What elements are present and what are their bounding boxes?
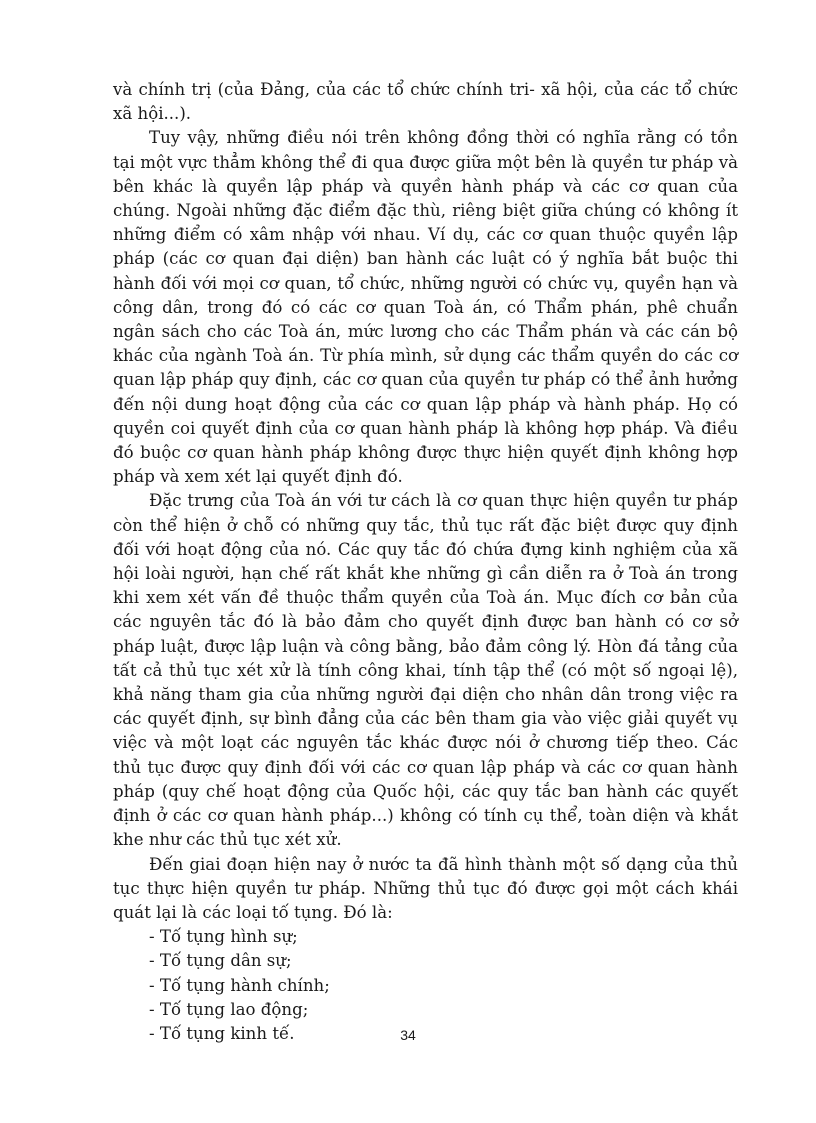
paragraph-court-characteristics: Đặc trưng của Toà án với tư cách là cơ quan thực hiện quyền tư pháp còn thể hiện ở chỗ có những quy tắc, thủ tục rất đặc biệt được quy định đối với hoạt động của nó. Các quy tắc đó chứa đựng kinh nghiệm của xã hội loài người, hạn chế rất khắt khe những gì cần diễn ra ở Toà án trong khi xem xét vấn đề thuộc thẩm quyền của Toà án. Mục đích cơ bản của các nguyên tắc đó là bảo đảm cho quyết định được ban hành có cơ sở pháp luật, được lập luận và công bằng, bảo đảm công lý. Hòn đá tảng của tất cả thủ tục xét xử là tính công khai, tính tập thể (có một số ngoại lệ), khả năng tham gia của những người đại diện cho nhân dân trong việc ra các quyết định, sự bình đẳng của các bên tham gia vào việc giải quyết vụ việc và một loạt các nguyên tắc khác được nói ở chương tiếp theo. Các thủ tục được quy định đối với các cơ quan lập pháp và các cơ quan hành pháp (quy chế hoạt động của Quốc hội, các quy tắc ban hành các quyết định ở các cơ quan hành pháp...) không có tính cụ thể, toàn diện và khắt khe như các thủ tục xét xử. xyxy=(113,491,738,850)
paragraph-procedure-types: Đến giai đoạn hiện nay ở nước ta đã hình thành một số dạng của thủ tục thực hiện quyền tư pháp. Những thủ tục đó được gọi một cách khái quát lại là các loại tố tụng. Đó là: xyxy=(113,854,738,922)
list-item: - Tố tụng lao động; xyxy=(149,999,309,1019)
list-item: - Tố tụng dân sự; xyxy=(149,951,292,971)
paragraph-continuation: và chính trị (của Đảng, của các tổ chức chính tri- xã hội, của các tổ chức xã hội...). xyxy=(113,80,738,124)
list-item: - Tố tụng kinh tế. xyxy=(149,1023,295,1043)
page-number: 34 xyxy=(400,1027,416,1043)
list-item: - Tố tụng hành chính; xyxy=(149,975,330,995)
paragraph-relation-of-powers: Tuy vậy, những điều nói trên không đồng thời có nghĩa rằng có tồn tại một vực thẳm không thể đi qua được giữa một bên là quyền tư pháp và bên khác là quyền lập pháp và quyền hành pháp và các cơ quan của chúng. Ngoài những đặc điểm đặc thù, riêng biệt giữa chúng có không ít những điểm có xâm nhập với nhau. Ví dụ, các cơ quan thuộc quyền lập pháp (các cơ quan đại diện) ban hành các luật có ý nghĩa bắt buộc thi hành đối với mọi cơ quan, tổ chức, những người có chức vụ, quyền hạn và công dân, trong đó có các cơ quan Toà án, có Thẩm phán, phê chuẩn ngân sách cho các Toà án, mức lương cho các Thẩm phán và các cán bộ khác của ngành Toà án. Từ phía mình, sử dụng các thẩm quyền do các cơ quan lập pháp quy định, các cơ quan của quyền tư pháp có thể ảnh hưởng đến nội dung hoạt động của các cơ quan lập pháp và hành pháp. Họ có quyền coi quyết định của cơ quan hành pháp là không hợp pháp. Và điều đó buộc cơ quan hành pháp không được thực hiện quyết định không hợp pháp và xem xét lại quyết định đó. xyxy=(113,128,738,487)
list-item: - Tố tụng hình sự; xyxy=(149,927,298,947)
body-text xyxy=(113,78,738,1046)
